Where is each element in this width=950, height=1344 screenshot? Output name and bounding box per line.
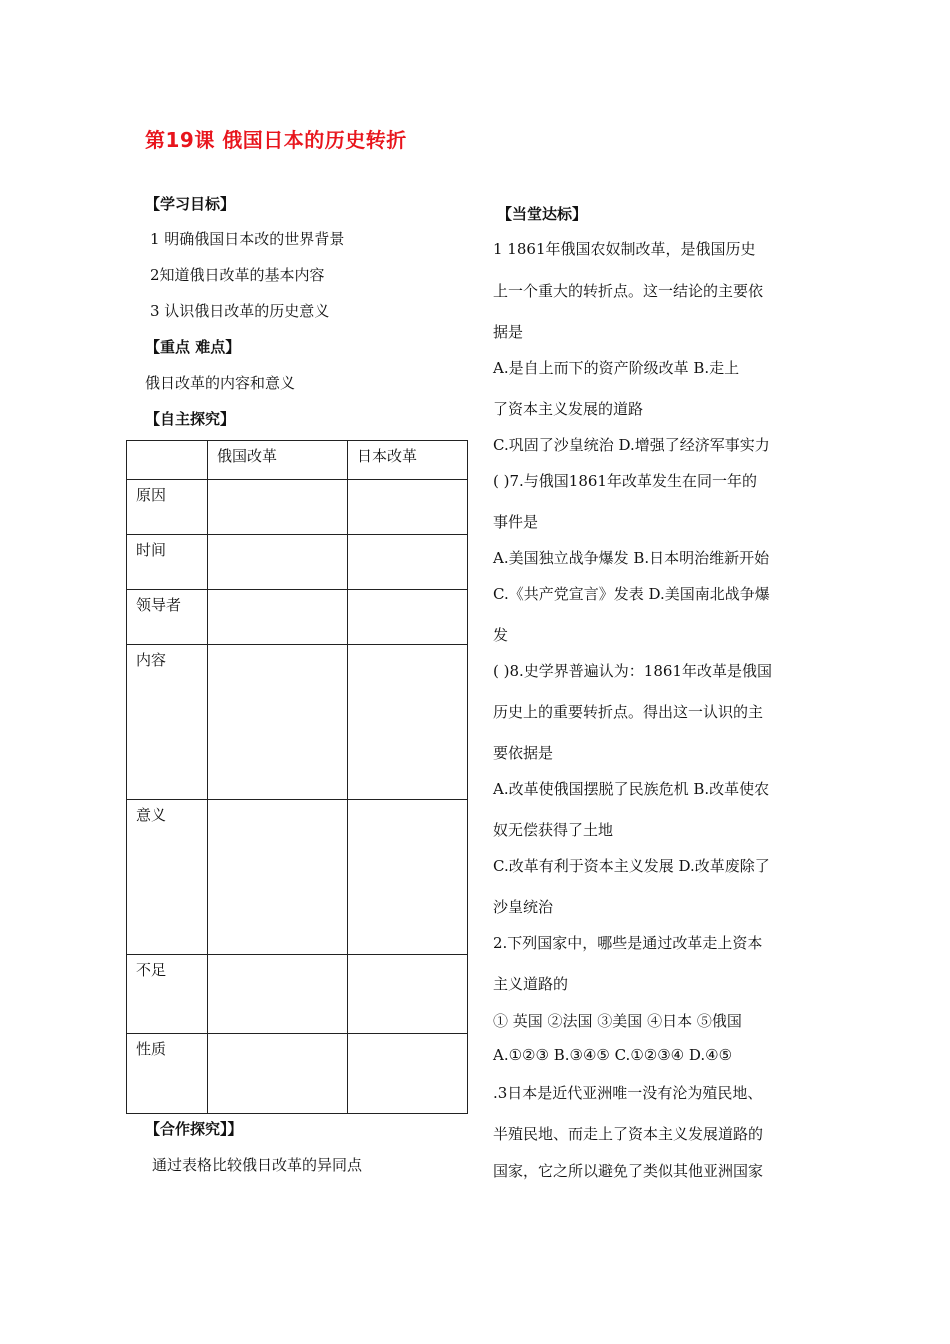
question-line: A.改革使俄国摆脱了民族危机 B.改革使农 — [493, 780, 770, 798]
table-cell — [208, 1034, 348, 1114]
table-header-cell: 日本改革 — [348, 441, 468, 480]
table-cell — [348, 645, 468, 800]
row-label: 原因 — [127, 480, 208, 535]
table-cell — [348, 535, 468, 590]
table-row — [127, 645, 468, 800]
table-cell — [348, 480, 468, 535]
question-line: A.①②③ B.③④⑤ C.①②③④ D.④⑤ — [493, 1046, 733, 1064]
question-line: 据是 — [493, 323, 524, 341]
row-label: 意义 — [127, 800, 208, 955]
question-line: ( )8.史学界普遍认为：1861年改革是俄国 — [493, 662, 772, 680]
table-row — [127, 590, 468, 645]
objective-item: 1 明确俄国日本改的世界背景 — [150, 230, 345, 248]
row-label: 时间 — [127, 535, 208, 590]
table-cell — [348, 955, 468, 1034]
table-cell — [208, 645, 348, 800]
key-points-text: 俄日改革的内容和意义 — [145, 374, 296, 392]
question-line: A.是自上而下的资产阶级改革 B.走上 — [493, 359, 740, 377]
question-line: ① 英国 ②法国 ③美国 ④日本 ⑤俄国 — [493, 1012, 742, 1030]
cooperation-heading: 【合作探究】】 — [145, 1120, 243, 1138]
row-label: 不足 — [127, 955, 208, 1034]
table-header-row — [127, 441, 468, 480]
table-header-cell — [127, 441, 208, 480]
question-line: C.《共产党宣言》发表 D.美国南北战争爆 — [493, 585, 770, 603]
question-line: 主义道路的 — [493, 975, 569, 993]
question-line: 发 — [493, 626, 509, 644]
question-line: 沙皇统治 — [493, 898, 554, 916]
question-line: 了资本主义发展的道路 — [493, 400, 644, 418]
question-line: 2.下列国家中，哪些是通过改革走上资本 — [493, 934, 763, 952]
table-cell — [208, 800, 348, 955]
cooperation-text: 通过表格比较俄日改革的异同点 — [152, 1156, 363, 1174]
question-line: 半殖民地、而走上了资本主义发展道路的 — [493, 1125, 764, 1143]
table-cell — [208, 590, 348, 645]
table-cell — [348, 800, 468, 955]
table-cell — [208, 955, 348, 1034]
question-line: 1 1861年俄国农奴制改革，是俄国历史 — [493, 240, 756, 258]
row-label: 领导者 — [127, 590, 208, 645]
question-line: 事件是 — [493, 513, 539, 531]
question-line: .3日本是近代亚洲唯一没有沦为殖民地、 — [493, 1084, 763, 1102]
question-line: 要依据是 — [493, 744, 554, 762]
table-cell — [208, 535, 348, 590]
question-line: 上一个重大的转折点。这一结论的主要依 — [493, 282, 764, 300]
table-row — [127, 480, 468, 535]
question-line: C.改革有利于资本主义发展 D.改革废除了 — [493, 857, 770, 875]
table-row — [127, 1034, 468, 1114]
question-line: A.美国独立战争爆发 B.日本明治维新开始 — [493, 549, 770, 567]
table-header-cell: 俄国改革 — [208, 441, 348, 480]
self-explore-heading: 【自主探究】 — [145, 410, 236, 428]
key-points-heading: 【重点 难点】 — [145, 338, 241, 356]
comparison-table — [126, 440, 468, 1114]
row-label: 性质 — [127, 1034, 208, 1114]
question-line: C.巩固了沙皇统治 D.增强了经济军事实力 — [493, 436, 770, 454]
table-row — [127, 955, 468, 1034]
page-title: 第19课 俄国日本的历史转折 — [145, 128, 407, 152]
table-cell — [348, 1034, 468, 1114]
table-cell — [348, 590, 468, 645]
practice-heading: 【当堂达标】 — [497, 205, 588, 223]
question-line: 历史上的重要转折点。得出这一认识的主 — [493, 703, 764, 721]
objective-item: 2知道俄日改革的基本内容 — [150, 266, 325, 284]
table-cell — [208, 480, 348, 535]
question-line: 国家，它之所以避免了类似其他亚洲国家 — [493, 1162, 764, 1180]
question-line: 奴无偿获得了土地 — [493, 821, 614, 839]
row-label: 内容 — [127, 645, 208, 800]
question-line: ( )7.与俄国1861年改革发生在同一年的 — [493, 472, 757, 490]
objective-item: 3 认识俄日改革的历史意义 — [150, 302, 330, 320]
objectives-heading: 【学习目标】 — [145, 195, 236, 213]
table-row — [127, 800, 468, 955]
table-row — [127, 535, 468, 590]
